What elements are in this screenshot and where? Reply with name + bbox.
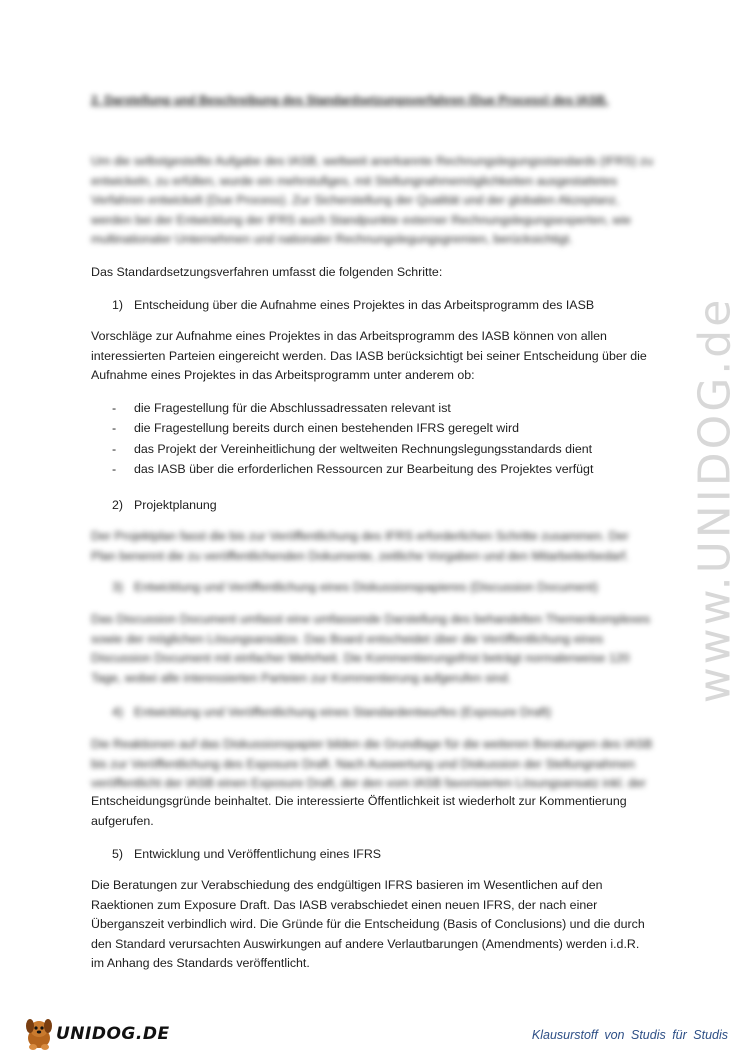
step-2-paragraph	[91, 527, 661, 566]
steps-intro: Das Standardsetzungsverfahren umfasst die folgenden Schritte:	[91, 265, 443, 279]
step-number: 4)	[112, 705, 124, 719]
paragraph-line: den Standard verursachten Auswirkungen auf andere Verlautbarungen (Amendments) werden i.d.R.	[91, 936, 640, 951]
paragraph-line: veröffentlicht der IASB einen Exposure Draft, der den vom IASB favorisierten Lösungsansatz inkl. der	[91, 776, 646, 791]
step-title: Entwicklung und Veröffentlichung eines IFRS	[134, 847, 382, 861]
dash-bullet: -	[112, 421, 117, 436]
criteria-list	[112, 398, 593, 480]
step-5-paragraph	[91, 876, 661, 974]
paragraph-line: Das Discussion Document umfasst eine umfassende Darstellung des behandelten Themenkomplexes	[91, 612, 651, 626]
step-title: Entwicklung und Veröffentlichung eines Standardentwurfes (Exposure Draft)	[134, 705, 552, 719]
step-number: 2)	[112, 498, 124, 512]
paragraph-line: Tage, wobei alle interessierten Parteien zur Kommentierung aufgerufen sind.	[91, 670, 512, 685]
step-number: 3)	[112, 580, 124, 594]
list-item	[112, 439, 593, 459]
section-heading: 2. Darstellung und Beschreibung des Standardsetzungsverfahren (Due Process) des IASB.	[91, 93, 609, 107]
step-number: 5)	[112, 847, 124, 861]
list-item	[112, 418, 593, 438]
paragraph-line: bis zur Veröffentlichung des Exposure Draft. Nach Auswertung und Diskussion der Stellungnahmen	[91, 756, 635, 771]
step-1-paragraph: Vorschläge zur Aufnahme eines Projektes in das Arbeitsprogramm des IASB können von allen interessierten Parteien eingereicht werden. Das IASB berücksichtigt bei seiner Entscheidung über die Aufnahme eines Projektes in das Arbeitsprogramm unter anderem ob:	[91, 329, 647, 383]
footer-tagline: Klausurstoff von Studis für Studis	[531, 1028, 728, 1042]
list-item-text: das IASB über die erforderlichen Ressourcen zur Bearbeitung des Projektes verfügt	[134, 462, 594, 477]
paragraph-line: Discussion Document mit einfacher Mehrheit. Die Kommentierungsfrist beträgt normalerweise 120	[91, 651, 630, 666]
paragraph-line: aufgerufen.	[91, 813, 154, 828]
step-number: 1)	[112, 298, 124, 312]
intro-line: werden bei der Entwicklung der IFRS auch Standpunkte externer Rechnungslegungsexperten, wie	[91, 212, 632, 227]
step-2-heading	[112, 496, 217, 515]
dash-bullet: -	[112, 441, 117, 456]
step-4-paragraph	[91, 792, 661, 831]
paragraph-line: im Anhang des Standards veröffentlicht.	[91, 956, 310, 971]
list-item-text: die Fragestellung für die Abschlussadressaten relevant ist	[134, 401, 451, 415]
paragraph-line: Überganszeit verbindlich wird. Die Gründe für die Entscheidung (Basis of Conclusions) und die durch	[91, 917, 645, 932]
unidog-logo	[22, 1016, 182, 1052]
intro-line: multinationaler Unternehmen und nationaler Rechnungslegungsgremien, berücksichtigt.	[91, 232, 573, 247]
intro-paragraph	[91, 152, 661, 250]
intro-line: entwickeln, zu erfüllen, wurde ein mehrstufiges, mit Stellungnahmemöglichkeiten ausgestattetes	[91, 173, 618, 188]
paragraph-line: Die Beratungen zur Verabschiedung des endgültigen IFRS basieren im Wesentlichen auf den	[91, 878, 603, 892]
intro-line: Um die selbstgestellte Aufgabe des IASB, weltweit anerkannte Rechnungslegungsstandards (IFRS) zu	[91, 154, 654, 168]
paragraph-line: sowie der möglichen Lösungsansätze. Das Board entscheidet über die Veröffentlichung eines	[91, 631, 604, 646]
step-4-heading	[112, 703, 551, 722]
list-item-text: die Fragestellung bereits durch einen bestehenden IFRS geregelt wird	[134, 421, 520, 436]
list-item	[112, 459, 593, 479]
dash-bullet: -	[112, 401, 117, 415]
step-title: Entscheidung über die Aufnahme eines Projektes in das Arbeitsprogramm des IASB	[134, 298, 595, 312]
dog-icon	[22, 1016, 56, 1052]
paragraph-line: Die Reaktionen auf das Diskussionspapier bilden die Grundlage für die weiteren Beratungen des IASB	[91, 737, 653, 751]
step-3-heading	[112, 578, 598, 597]
intro-line: Verfahren entwickelt (Due Process). Zur Sicherstellung der Qualität und der globalen Akzeptanz,	[91, 193, 620, 208]
paragraph-line: Plan benennt die zu veröffentlichenden Dokumente, zeitliche Vorgaben und den Mitarbeiterbedarf.	[91, 548, 629, 563]
step-title: Projektplanung	[134, 498, 217, 512]
step-4-paragraph-blurred	[91, 735, 661, 794]
dash-bullet: -	[112, 462, 117, 477]
logo-text: UNIDOG.DE	[56, 1024, 170, 1044]
step-3-paragraph	[91, 610, 661, 688]
step-5-heading	[112, 845, 381, 864]
paragraph-line: Raektionen zum Exposure Draft. Das IASB verabschiedet einen neuen IFRS, der nach einer	[91, 897, 598, 912]
list-item	[112, 398, 593, 418]
watermark: www.UNIDOG.de	[689, 296, 741, 704]
step-title: Entwicklung und Veröffentlichung eines Diskussionspapieres (Discussion Document)	[134, 580, 598, 594]
list-item-text: das Projekt der Vereinheitlichung der weltweiten Rechnungslegungsstandards dient	[134, 441, 593, 456]
paragraph-line: Entscheidungsgründe beinhaltet. Die interessierte Öffentlichkeit ist wiederholt zur Kommentierung	[91, 794, 627, 808]
step-1-heading	[112, 296, 594, 315]
paragraph-line: Der Projektplan fasst die bis zur Veröffentlichung des IFRS erforderlichen Schritte zusammen. Der	[91, 529, 629, 543]
